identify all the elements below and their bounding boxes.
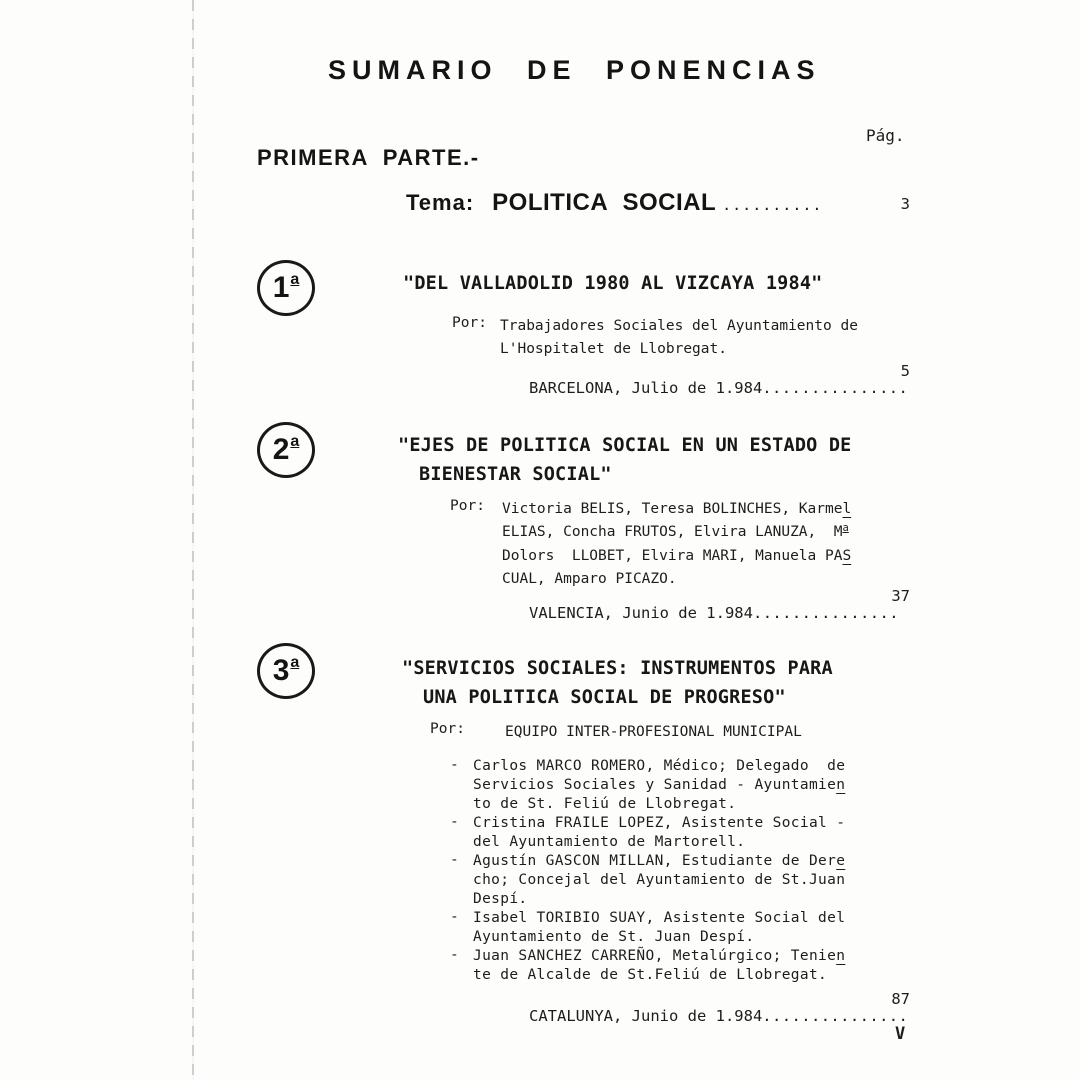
por-lines bbox=[502, 498, 851, 591]
member-line: cho; Concejal del Ayuntamiento de St.Juan bbox=[473, 872, 846, 888]
badge-number: 3 bbox=[272, 654, 290, 687]
place-line: VALENCIA, Junio de 1.984............... bbox=[529, 604, 899, 622]
tema-page-number: 3 bbox=[900, 195, 910, 213]
member-line: Cristina FRAILE LOPEZ, Asistente Social - bbox=[473, 815, 846, 831]
tema-title: POLITICA SOCIAL bbox=[492, 189, 717, 216]
por-label: Por: bbox=[452, 315, 487, 331]
por-lines bbox=[505, 721, 802, 744]
badge-number: 2 bbox=[272, 433, 290, 466]
part-heading: PRIMERA PARTE.- bbox=[257, 145, 480, 170]
member-line: Carlos MARCO ROMERO, Médico; Delegado de bbox=[473, 758, 846, 774]
author-line: ELIAS, Concha FRUTOS, Elvira LANUZA, $M^a$ bbox=[502, 522, 849, 540]
tema-row bbox=[406, 189, 822, 217]
dot-leader: ............... bbox=[752, 604, 899, 622]
entry-1-page-number: 5 bbox=[900, 362, 910, 380]
badge-ordinal: a bbox=[290, 433, 300, 450]
entry-2-title bbox=[398, 431, 852, 489]
title-line: "EJES DE POLITICA SOCIAL EN UN ESTADO DE bbox=[398, 435, 852, 456]
page-title: SUMARIO DE PONENCIAS bbox=[328, 55, 821, 85]
badge-ordinal: a bbox=[290, 271, 300, 288]
author-line: EQUIPO INTER-PROFESIONAL MUNICIPAL bbox=[505, 724, 802, 740]
member-item bbox=[450, 852, 845, 909]
title-line: UNA POLITICA SOCIAL DE PROGRESO" bbox=[423, 687, 786, 708]
wrap-underline: n bbox=[836, 777, 846, 793]
entry-2-badge bbox=[257, 422, 315, 478]
scan-binding-edge-line bbox=[192, 0, 194, 1080]
author-line: L'Hospitalet de Llobregat. bbox=[500, 341, 727, 357]
wrap-underline: e bbox=[836, 853, 846, 869]
wrap-underline: n bbox=[836, 948, 846, 964]
member-list bbox=[450, 757, 845, 985]
author-line: CUAL, Amparo PICAZO. bbox=[502, 571, 677, 587]
tema-label: Tema: bbox=[406, 190, 475, 215]
ordinal-superscript: a bbox=[842, 522, 849, 534]
page-number-roman: V bbox=[895, 1024, 906, 1044]
wrap-underline: l bbox=[842, 501, 852, 517]
member-item bbox=[450, 909, 845, 947]
badge-number: 1 bbox=[272, 271, 290, 304]
title-line: BIENESTAR SOCIAL" bbox=[419, 464, 612, 485]
member-line: Despí. bbox=[473, 891, 528, 907]
member-item bbox=[450, 814, 845, 852]
author-line: Victoria BELIS, Teresa BOLINCHES, Karmel bbox=[502, 501, 852, 517]
author-line: Trabajadores Sociales del Ayuntamiento de bbox=[500, 318, 858, 334]
dot-leader: ............... bbox=[762, 1007, 909, 1025]
entry-3-badge bbox=[257, 643, 315, 699]
dash-marker: - bbox=[450, 852, 460, 868]
place-line: BARCELONA, Julio de 1.984............... bbox=[529, 379, 909, 397]
title-line: "DEL VALLADOLID 1980 AL VIZCAYA 1984" bbox=[403, 273, 823, 294]
dash-marker: - bbox=[450, 757, 460, 773]
member-line: del Ayuntamiento de Martorell. bbox=[473, 834, 746, 850]
member-line: Juan SANCHEZ CARREÑO, Metalúrgico; Tenien bbox=[473, 948, 846, 964]
dot-leader: ............... bbox=[762, 379, 909, 397]
member-line: Ayuntamiento de St. Juan Despí. bbox=[473, 929, 755, 945]
member-item bbox=[450, 947, 845, 985]
member-item bbox=[450, 757, 845, 814]
author-line: Dolors LLOBET, Elvira MARI, Manuela PAS bbox=[502, 548, 852, 564]
pag-column-label: Pág. bbox=[866, 126, 905, 145]
member-line: to de St. Feliú de Llobregat. bbox=[473, 796, 737, 812]
dash-marker: - bbox=[450, 909, 460, 925]
member-line: Isabel TORIBIO SUAY, Asistente Social del bbox=[473, 910, 846, 926]
por-label: Por: bbox=[450, 498, 485, 514]
por-lines bbox=[500, 315, 858, 361]
member-line: Agustín GASCON MILLAN, Estudiante de Dere bbox=[473, 853, 846, 869]
member-line: te de Alcalde de St.Feliú de Llobregat. bbox=[473, 967, 828, 983]
title-line: "SERVICIOS SOCIALES: INSTRUMENTOS PARA bbox=[402, 658, 833, 679]
place-line: CATALUNYA, Junio de 1.984............... bbox=[529, 1007, 909, 1025]
entry-2-page-number: 37 bbox=[891, 587, 910, 605]
tema-dot-leader: .......... bbox=[722, 196, 823, 214]
entry-1-badge bbox=[257, 260, 315, 316]
member-line: Servicios Sociales y Sanidad - Ayuntamien bbox=[473, 777, 846, 793]
wrap-underline: S bbox=[842, 548, 852, 564]
entry-1-title bbox=[403, 269, 823, 298]
entry-3-page-number: 87 bbox=[891, 990, 910, 1008]
dash-marker: - bbox=[450, 947, 460, 963]
badge-ordinal: a bbox=[290, 654, 300, 671]
entry-3-title bbox=[402, 654, 833, 712]
por-label: Por: bbox=[430, 721, 465, 737]
dash-marker: - bbox=[450, 814, 460, 830]
